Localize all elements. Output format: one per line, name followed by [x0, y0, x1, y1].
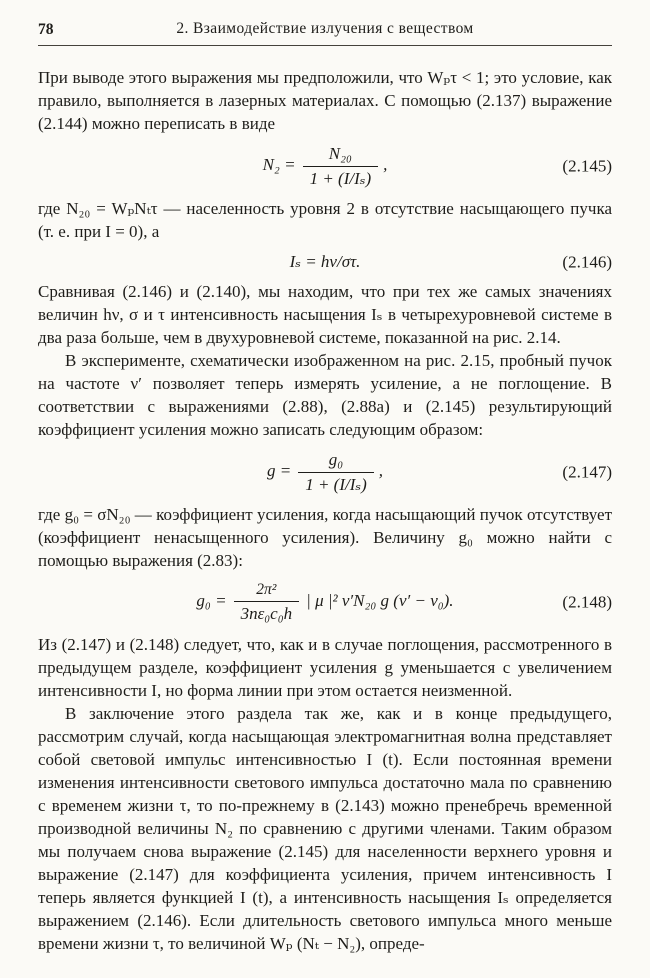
equation-lhs: N₂ =: [262, 154, 296, 174]
fraction: [303, 144, 379, 188]
page-number: 78: [38, 21, 54, 38]
equation-2-146: [38, 250, 612, 273]
equation-rest: | μ |² ν′N₂₀ g (ν′ − ν₀).: [306, 591, 454, 611]
fraction-numerator: N₂₀: [303, 144, 379, 167]
equation-number: (2.145): [562, 156, 612, 176]
fraction-numerator: 2π²: [234, 581, 300, 602]
fraction-denominator: 3nε₀c₀h: [240, 604, 293, 623]
page-body: [38, 66, 612, 955]
equation-trail: ,: [378, 461, 384, 481]
equation-lhs: g₀ =: [196, 591, 227, 611]
equation-trail: ,: [383, 154, 388, 174]
paragraph-final: В заключение этого раздела так же, как и в конце предыдущего, рассмотрим случай, когда насыщающая электромагнитная волна представляет собой световой импульс интенсивностью I (t). Если постоянная времени изменения интенсивности светового импульса достаточно мала по сравнению с временем жизни τ, то по-прежнему в (2.143) можно пренебречь временной производной величины N₂ по сравнению с другими членами. Таким образом мы получаем снова выражение (2.145) для населенности верхнего уровня и выражение (2.147) для коэффициента усиления, причем интенсивность I теперь является функцией I (t), а интенсивность насыщения Iₛ определяется выражением (2.146). Если длительность светового импульса много меньше времени жизни τ, то величиной Wₚ (Nₜ − N₂), опреде-: [38, 703, 612, 953]
paragraph-compare: Сравнивая (2.146) и (2.140), мы находим, что при тех же самых значениях величин hν, σ и τ интенсивность насыщения Iₛ в четырехуровневой системе в два раза больше, чем в двухуровневой системе, показанной на рис. 2.14.: [38, 282, 612, 348]
running-head: 2. Взаимодействие излучения с веществом: [176, 20, 474, 37]
equation-2-148: [38, 581, 612, 623]
paragraph-where-n20: где N₂₀ = WₚNₜτ — населенность уровня 2 в отсутствие насыщающего пучка (т. е. при I = 0), а: [38, 199, 612, 242]
fraction-denominator: 1 + (I/Iₛ): [305, 474, 367, 494]
equation-2-145: [38, 144, 612, 188]
fraction: [234, 581, 300, 623]
fraction-denominator: 1 + (I/Iₛ): [309, 168, 372, 188]
equation-body: Iₛ = hν/στ.: [289, 252, 361, 272]
equation-2-147: [38, 450, 612, 494]
paragraph-follows: Из (2.147) и (2.148) следует, что, как и в случае поглощения, рассмотренного в предыдущем разделе, коэффициент усиления g уменьшается с увеличением интенсивности I, но форма линии при этом остается неизменной.: [38, 634, 612, 700]
fraction: [298, 450, 374, 494]
equation-number: (2.146): [562, 252, 612, 272]
paragraph-intro: При выводе этого выражения мы предположили, что Wₚτ < 1; это условие, как правило, выполняется в лазерных материалах. С помощью (2.137) выражение (2.144) можно переписать в виде: [38, 68, 612, 133]
paragraph-experiment: В эксперименте, схематически изображенном на рис. 2.15, пробный пучок на частоте ν′ позволяет теперь измерять усиление, а не поглощение. В соответствии с выражениями (2.88), (2.88а) и (2.145) результирующий коэффициент усиления можно записать следующим образом:: [38, 351, 612, 440]
fraction-numerator: g₀: [298, 450, 374, 473]
header-rule: [38, 45, 612, 46]
paragraph-where-g0: где g₀ = σN₂₀ — коэффициент усиления, когда насыщающий пучок отсутствует (коэффициент ненасыщенного усиления). Величину g₀ можно найти с помощью выражения (2.83):: [38, 505, 612, 571]
page-header: [38, 20, 612, 42]
equation-number: (2.148): [562, 592, 612, 612]
equation-lhs: g =: [266, 461, 292, 481]
equation-number: (2.147): [562, 462, 612, 482]
